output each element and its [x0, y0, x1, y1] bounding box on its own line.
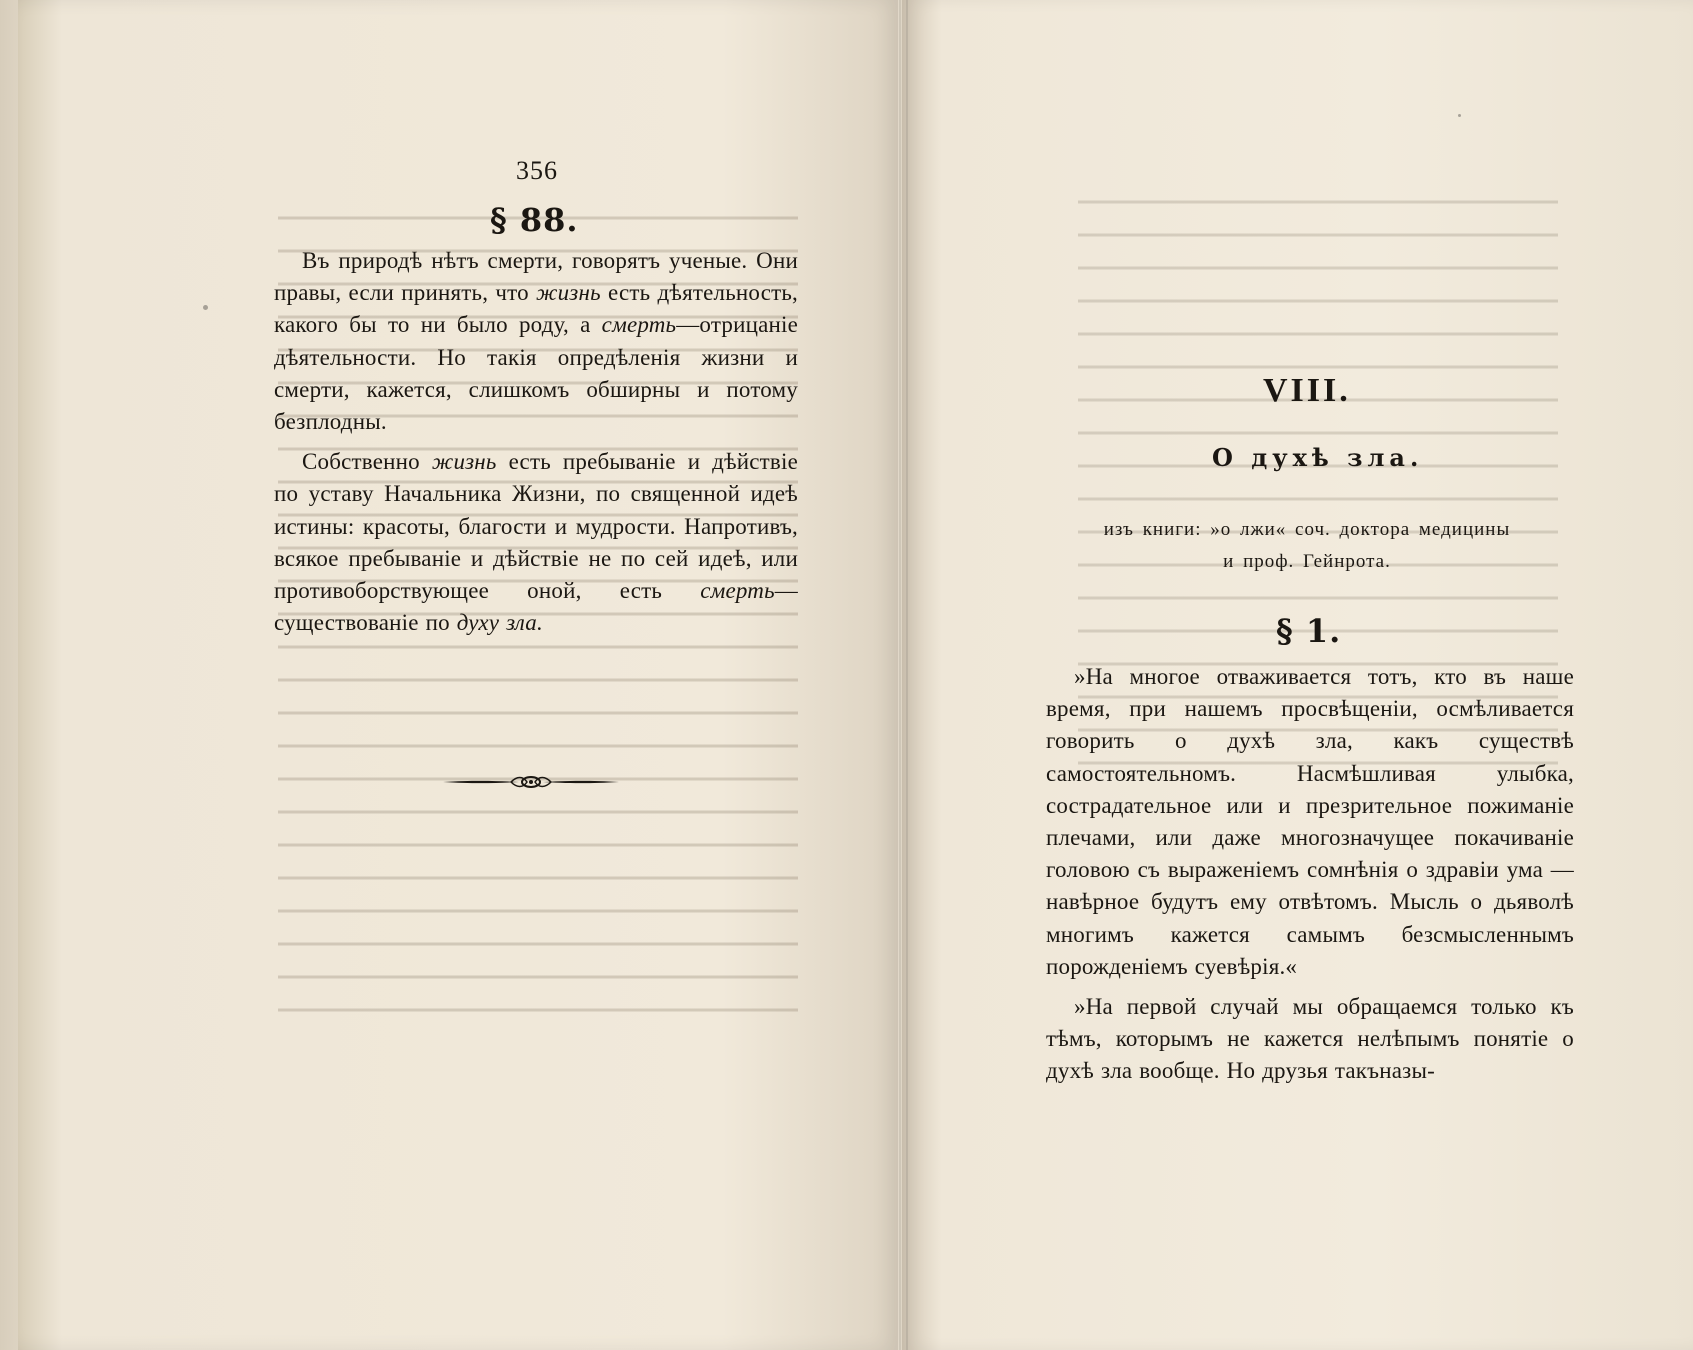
- left-page: [18, 0, 898, 1350]
- paper-mark: [203, 305, 208, 310]
- left-paragraph-1-italic-2: смерть: [601, 312, 677, 338]
- left-paragraph-1-text-1: Въ природѣ нѣтъ смерти, говорятъ ученые. Они правы, если принять, что: [274, 248, 798, 306]
- right-paragraph-2: »На первой случай мы обращаемся только къ тѣмъ, которымъ не кажется нелѣпымъ понятіе о духѣ зла вообще. Но друзья такъназы-: [1046, 994, 1574, 1084]
- left-paragraph-2-italic-1: жизнь: [431, 449, 497, 475]
- left-paragraph-2-italic-3: духу зла.: [456, 610, 543, 636]
- left-paragraph-1: [274, 245, 798, 438]
- left-paragraph-2-text-3: —существованіе по: [274, 578, 798, 636]
- left-body-text: [274, 245, 798, 647]
- decorative-rule-ornament: [441, 773, 621, 791]
- chapter-title: О духѣ зла.: [1212, 443, 1424, 472]
- left-paragraph-2: [274, 446, 798, 639]
- left-paragraph-1-text-2: есть дѣятельность, какого бы то ни было роду, а: [274, 280, 798, 338]
- left-paragraph-2-italic-2: смерть: [700, 578, 775, 604]
- left-page-number: 356: [516, 156, 558, 185]
- chapter-number: VIII.: [1263, 372, 1351, 409]
- left-section-heading: § 88.: [490, 201, 579, 239]
- left-paragraph-1-italic-1: жизнь: [536, 280, 601, 306]
- book-gutter-edge-right: [906, 0, 908, 1350]
- right-section-heading: § 1.: [1276, 612, 1342, 650]
- paper-mark-right: [1458, 114, 1461, 117]
- right-paragraph-1: »На многое отваживается тотъ, кто въ наше время, при нашемъ просвѣщеніи, осмѣливается говорить о духѣ зла, какъ существѣ самостоятельномъ. Насмѣшливая улыбка, сострадательное или и презрительное пожиманіе плечами, или даже многозначущее покачиваніе головою съ выраженіемъ сомнѣнія о здравіи ума — навѣрное будутъ ему отвѣтомъ. Мысль о дьяволѣ многимъ кажется самымъ безсмысленнымъ порожденіемъ суевѣрія.«: [1046, 664, 1574, 979]
- book-gutter-edge: [899, 0, 901, 1350]
- chapter-source-line-1: изъ книги: »о лжи« соч. доктора медицины: [1103, 519, 1511, 540]
- left-paragraph-2-text-2: есть пребываніе и дѣйствіе по уставу Начальника Жизни, по священной идеѣ истины: красоты, благости и мудрости. Напротивъ, всякое пребываніе и дѣйствіе не по сей идеѣ, или противоборствующее оной, есть: [274, 449, 798, 604]
- right-body-text: [1046, 661, 1574, 1096]
- left-paragraph-2-text-1: Собственно: [302, 449, 432, 475]
- chapter-source-line-2: и проф. Гейнрота.: [1223, 551, 1391, 572]
- left-paragraph-1-text-3: —отрицаніе дѣятельности. Но такія опредѣленія жизни и смерти, кажется, слишкомъ обширны и потому безплодны.: [274, 312, 798, 435]
